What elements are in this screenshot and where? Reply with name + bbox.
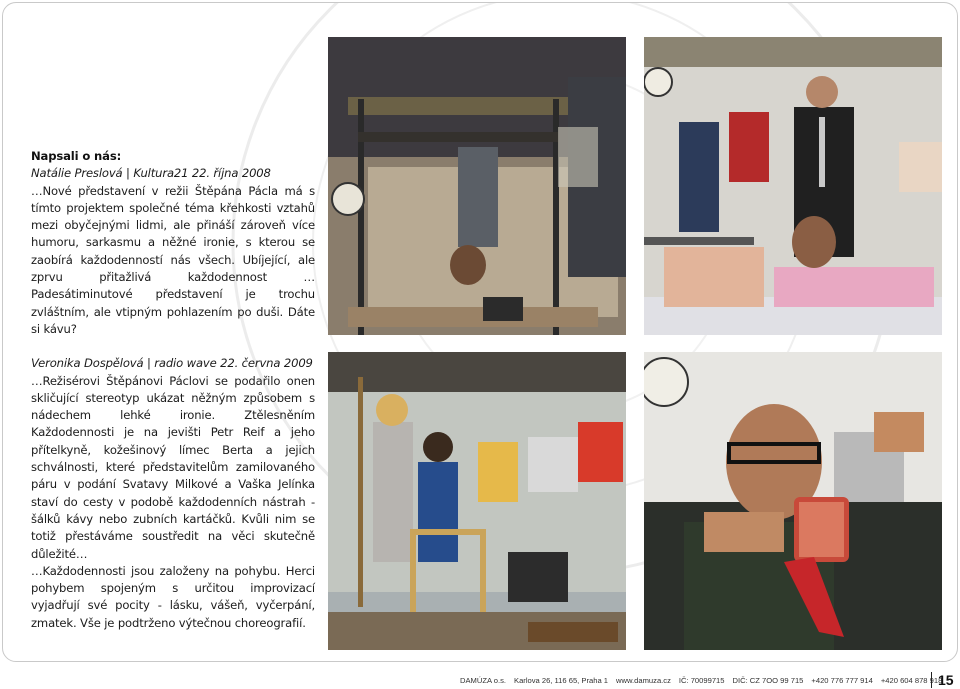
photo-clothesline-couple (644, 37, 942, 335)
review-2-body-2: …Každodennosti jsou založeny na pohybu. Herci pohybem spojeným s určitou improvizací vyjadřují své pocity - lásku, vášeň, vyčerpání, zmatek. Vše je podtrženo výtečnou choreografií. (31, 563, 315, 630)
article-text-column (31, 148, 315, 632)
review-1-body: …Nové představení v režii Štěpána Pácla má s tímto projektem společné téma křehkosti vztahů mezi obyčejnými lidmi, ale přináší zároveň více humoru, sarkasmu a něžné ironie, s kterou se zaobírá každodenností nás všech. Ubíjející, ale zprvu přitažlivá každodennost … Padesátiminutové představení je trochu zvláštním, ale vtipným pohlazením po duši. Dáte si kávu? (31, 183, 315, 336)
page-frame (2, 2, 958, 662)
footer-dic: DIČ: CZ 7OO 99 715 (732, 676, 804, 685)
stage-photo-icon (644, 352, 942, 650)
stage-photo-icon (328, 37, 626, 335)
footer-org: DAMÚZA o.s. (460, 676, 506, 685)
footer-ic: IČ: 70099715 (678, 676, 725, 685)
review-1-byline: Natálie Preslová | Kultura21 22. října 2008 (31, 166, 271, 181)
footer-phone-2: +420 604 878 918 (880, 676, 943, 685)
photo-broom-chair-couple (328, 352, 626, 650)
page-number: 15 (931, 672, 954, 688)
footer-website[interactable]: www.damuza.cz (616, 676, 671, 685)
review-2-body-1: …Režisérovi Štěpánovi Páclovi se podařilo onen skličující stereotyp ukázat něžným způsobem s nádechem lehké ironie. Ztělesněním Každodennosti je na jevišti Petr Reif a jeho přítelkyně, kožešinový límec Berta a jejich schválnosti, které představitelům zamilovaného páru v podání Svatavy Milkové a Vaška Jelínka staví do cesty v podobě každodenních nástrah - šálků kávy nebo zubních kartáčků. Kvůli nim se totiž přestáváme soustředit na věci skutečně důležité… (31, 373, 315, 561)
stage-photo-icon (644, 37, 942, 335)
photo-coffee-pour-man (644, 352, 942, 650)
footer-contact-bar (460, 676, 943, 685)
stage-photo-icon (328, 352, 626, 650)
footer-phone-1: +420 776 777 914 (811, 676, 873, 685)
footer-address: Karlova 26, 116 65, Praha 1 (514, 676, 609, 685)
article-heading: Napsali o nás: (31, 149, 122, 163)
review-2-byline: Veronika Dospělová | radio wave 22. června 2009 (31, 356, 313, 371)
photo-bunkbed-hanging-actor (328, 37, 626, 335)
